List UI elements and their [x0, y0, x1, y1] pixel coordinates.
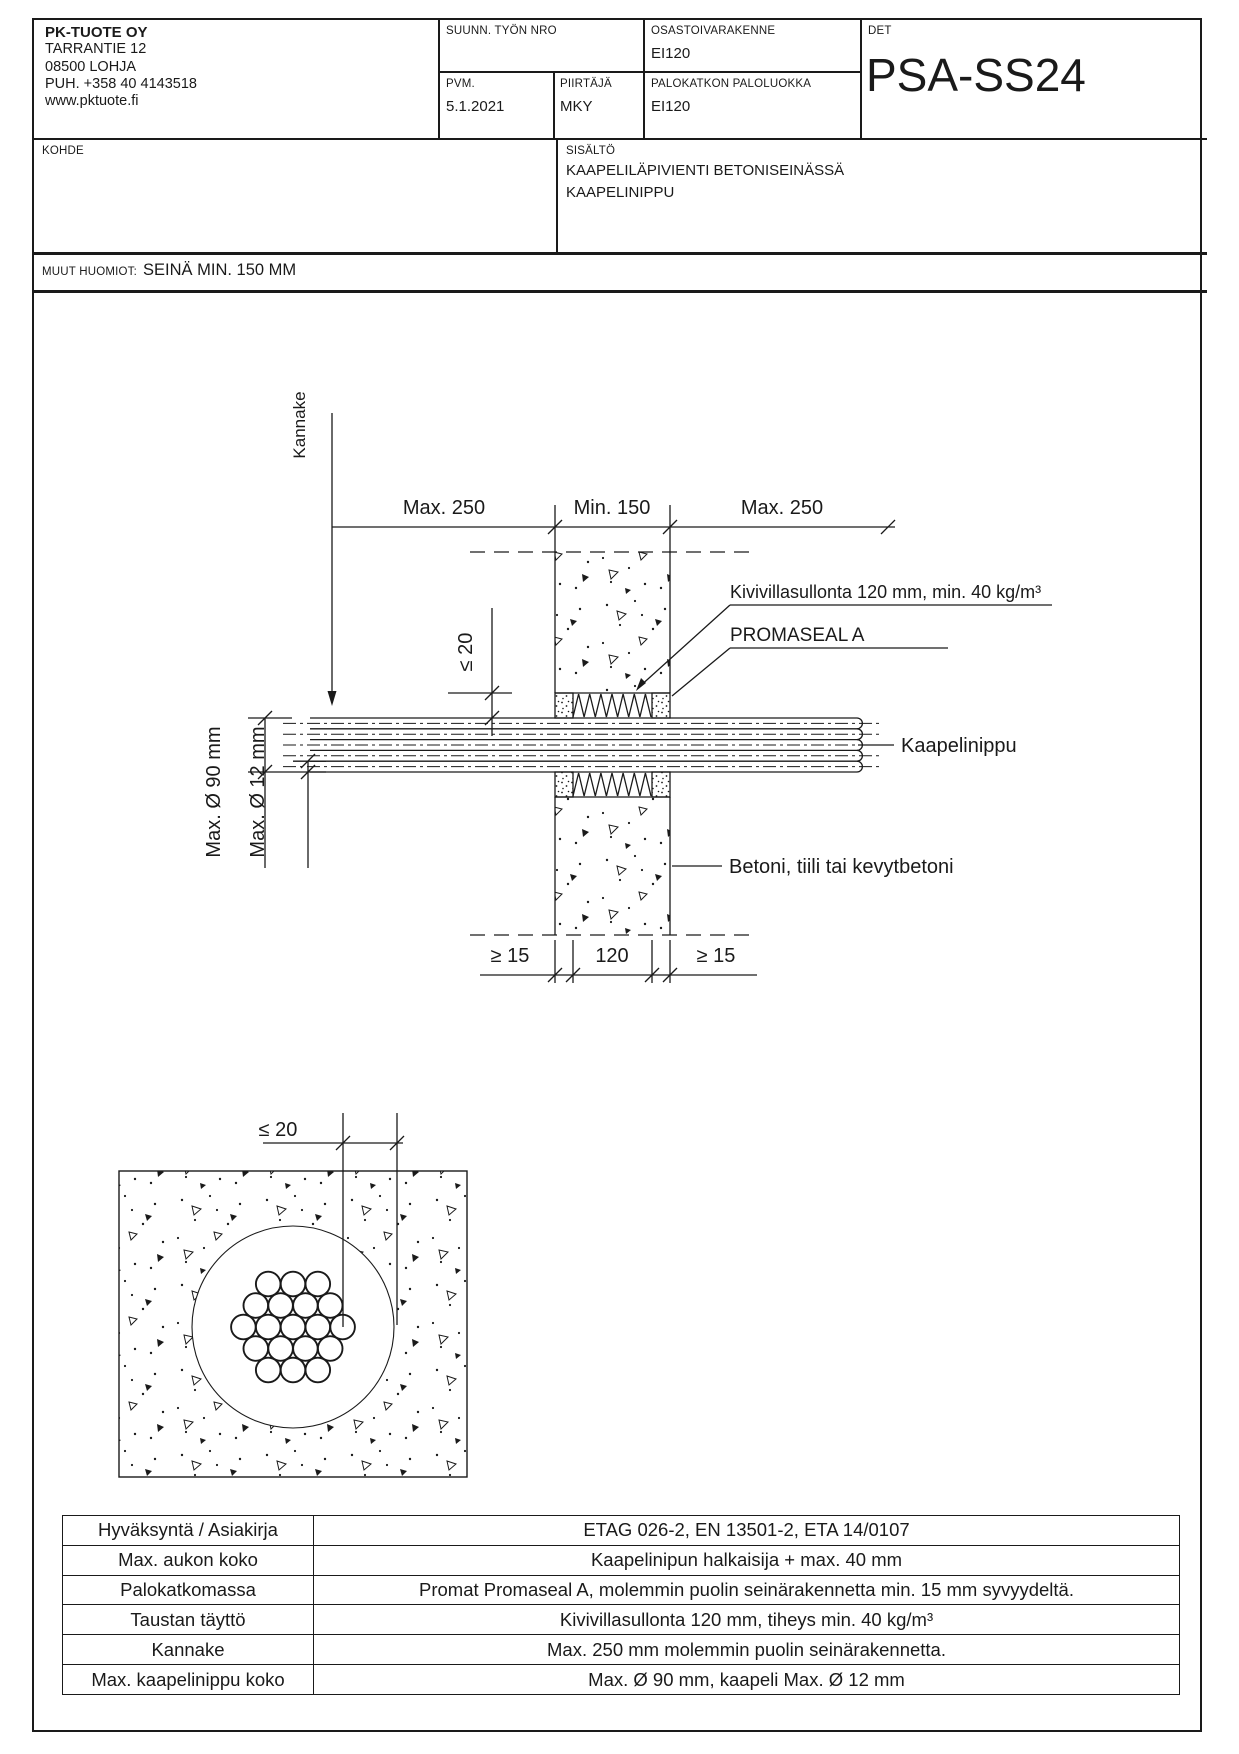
dim-bundle-diameter: Max. Ø 90 mm — [203, 726, 225, 858]
dim-min150: Min. 150 — [573, 497, 651, 519]
row-value: Kaapelinipun halkaisija + max. 40 mm — [590, 1549, 903, 1571]
row-value: Promat Promaseal A, molemmin puolin seinärakennetta min. 15 mm syvyydeltä. — [419, 1579, 1074, 1601]
content-line-1: KAAPELILÄPIVIENTI BETONISEINÄSSÄ — [566, 162, 845, 179]
wool-label: Kivivillasullonta 120 mm, min. 40 kg/m³ — [730, 582, 1042, 602]
company-address-1: TARRANTIE 12 — [45, 41, 147, 58]
company-address-2: 08500 LOHJA — [45, 58, 137, 75]
dim-wool-width: 120 — [595, 945, 629, 967]
drafter-value: MKY — [560, 98, 593, 115]
cable-bundle — [283, 718, 881, 772]
content-label: SISÄLTÖ — [566, 145, 616, 157]
company-name: PK-TUOTE OY — [45, 24, 148, 41]
front-view — [119, 1113, 467, 1477]
date-label: PVM. — [446, 78, 475, 90]
row-value: Max. 250 mm molemmin puolin seinärakennetta. — [547, 1638, 946, 1660]
company-phone: PUH. +358 40 4143518 — [45, 75, 197, 92]
table-row — [63, 1665, 1179, 1694]
dim-depth-right: ≥ 15 — [696, 945, 736, 967]
dim-max250-left: Max. 250 — [402, 497, 486, 519]
mineral-wool-zigzag — [573, 694, 651, 717]
compartment-value: EI120 — [651, 45, 691, 62]
bundle-label: Kaapelinippu — [901, 735, 1017, 757]
dim-max250-right: Max. 250 — [740, 497, 824, 519]
table-row — [63, 1516, 1179, 1546]
wall-lower-concrete — [555, 797, 670, 935]
fire-class-value: EI120 — [651, 98, 691, 115]
promaseal-block — [555, 693, 573, 718]
content-line-2: KAAPELINIPPU — [566, 184, 675, 201]
row-value: ETAG 026-2, EN 13501-2, ETA 14/0107 — [583, 1519, 910, 1541]
front-dim-gap: ≤ 20 — [258, 1119, 298, 1141]
row-label: Max. kaapelinippu koko — [63, 1665, 314, 1694]
mineral-wool-zigzag — [573, 773, 651, 796]
notes-value: SEINÄ MIN. 150 MM — [143, 261, 297, 279]
support-leader — [328, 413, 337, 706]
row-value: Max. Ø 90 mm, kaapeli Max. Ø 12 mm — [588, 1668, 905, 1690]
seal-lower — [555, 772, 670, 797]
row-value: Kivivillasullonta 120 mm, tiheys min. 40 kg/m³ — [559, 1608, 934, 1630]
dim-depth-left: ≥ 15 — [490, 945, 530, 967]
table-row — [63, 1576, 1179, 1606]
promaseal-block — [652, 772, 670, 797]
row-label: Palokatkomassa — [63, 1576, 314, 1605]
spec-table — [62, 1515, 1180, 1695]
row-label: Hyväksyntä / Asiakirja — [63, 1516, 314, 1545]
detail-number: PSA-SS24 — [866, 49, 1086, 101]
table-row — [63, 1635, 1179, 1665]
table-row — [63, 1605, 1179, 1635]
row-label: Taustan täyttö — [63, 1605, 314, 1634]
promaseal-block — [555, 772, 573, 797]
detail-label: DET — [868, 25, 892, 37]
site-label: KOHDE — [42, 145, 84, 157]
compartment-label: OSASTOIVARAKENNE — [651, 25, 776, 37]
dim-cable-diameter: Max. Ø 12 mm — [247, 726, 269, 858]
promaseal-block — [652, 693, 670, 718]
wall-upper-concrete — [555, 552, 670, 693]
row-label: Max. aukon koko — [63, 1546, 314, 1575]
row-label: Kannake — [63, 1635, 314, 1664]
company-website: www.pktuote.fi — [45, 93, 139, 110]
fire-class-label: PALOKATKON PALOLUOKKA — [651, 78, 812, 90]
drafter-label: PIIRTÄJÄ — [560, 78, 612, 90]
sealant-label: PROMASEAL A — [730, 625, 865, 646]
work-number-label: SUUNN. TYÖN NRO — [446, 25, 557, 37]
notes-label: MUUT HUOMIOT: — [42, 266, 138, 278]
table-row — [63, 1546, 1179, 1576]
seal-upper — [555, 693, 670, 718]
wall-material-label: Betoni, tiili tai kevytbetoni — [729, 856, 954, 878]
support-label: Kannake — [290, 391, 309, 459]
date-value: 5.1.2021 — [446, 98, 505, 115]
dim-seal-depth: ≤ 20 — [455, 632, 477, 672]
